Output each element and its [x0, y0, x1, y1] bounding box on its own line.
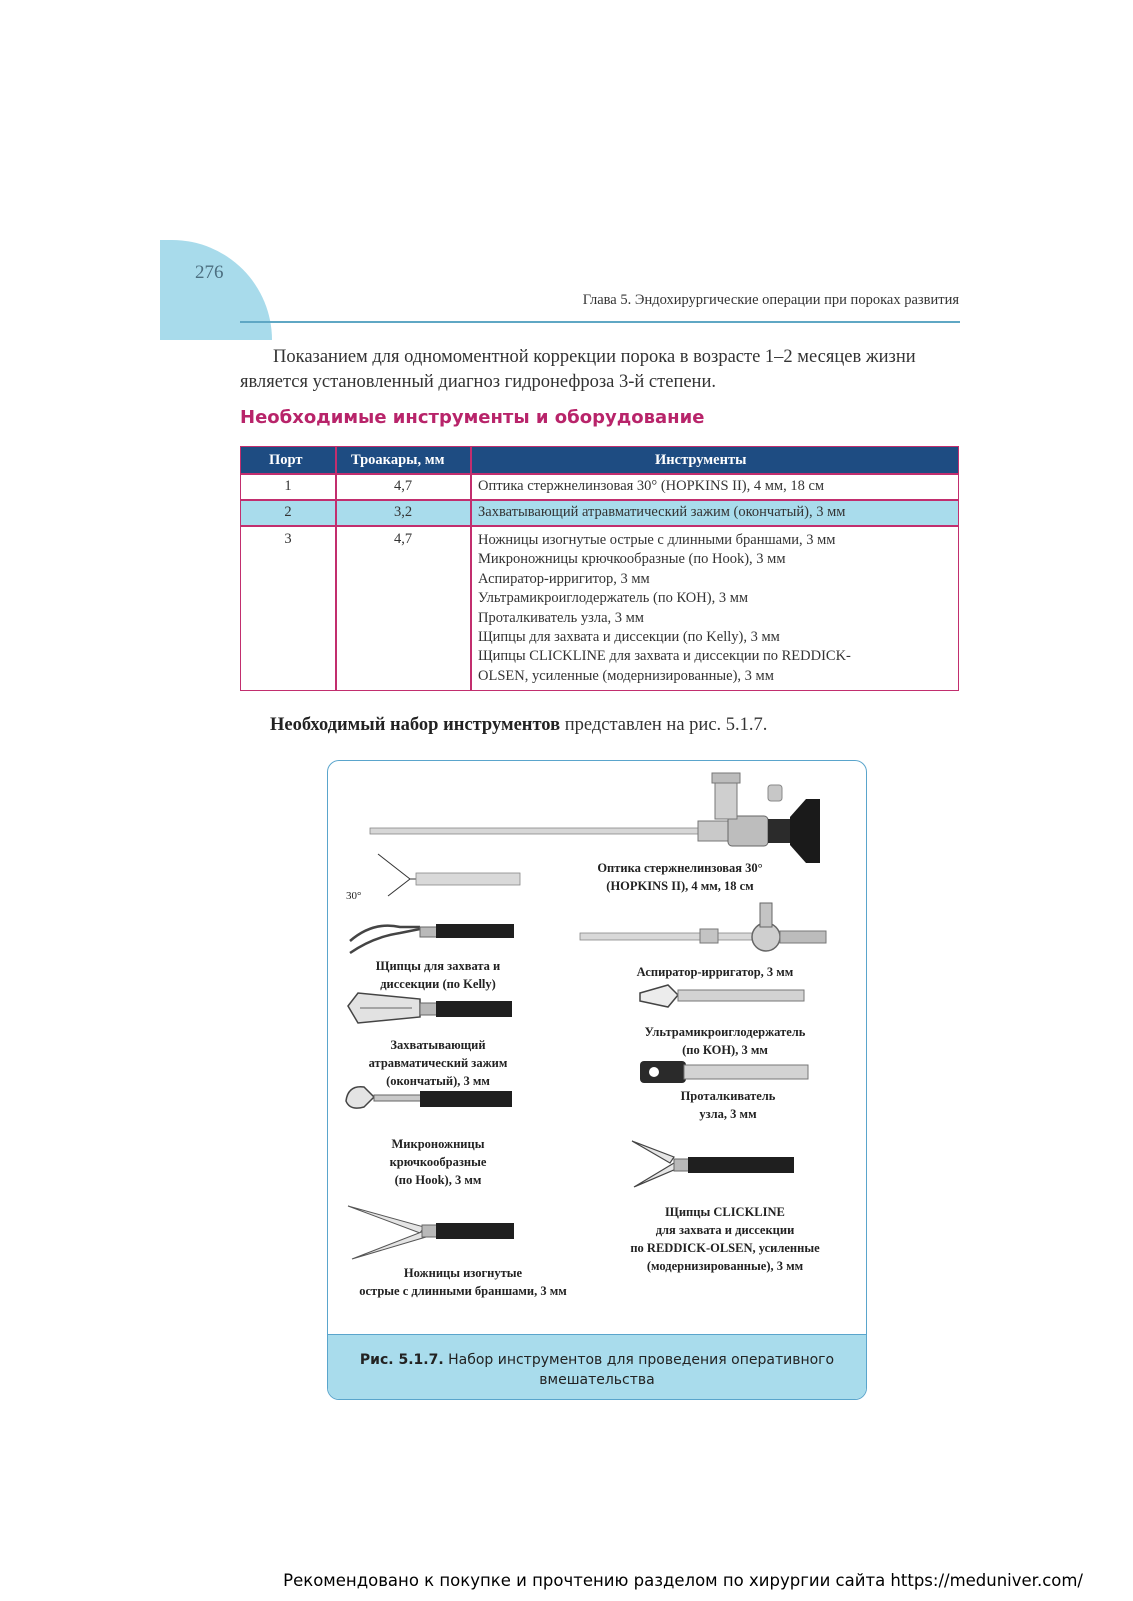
table-header [241, 447, 958, 473]
table-row-3-instruments [478, 531, 948, 686]
table-row-3-port: 3 [284, 531, 292, 547]
table-row-1-port: 1 [284, 478, 292, 494]
running-head: Глава 5. Эндохирургические операции при пороках развития [582, 292, 959, 308]
instruments-table [240, 446, 959, 691]
table-row-2-instrument: Захватывающий атравматический зажим (окончатый), 3 мм [478, 504, 846, 520]
header-port: Порт [269, 452, 303, 468]
needle-holder-image [640, 985, 804, 1007]
label-clickline: Щипцы CLICKLINE для захвата и диссекции по REDDICK-OLSEN, усиленные (модернизированные), 3 мм [630, 1205, 820, 1273]
caption-number: Рис. 5.1.7. [359, 1352, 444, 1368]
intro-paragraph [240, 345, 960, 395]
section-title: Необходимые инструменты и оборудование [240, 407, 705, 428]
label-aspirator: Аспиратор-ирригатор, 3 мм [636, 965, 794, 979]
table-row-2-port: 2 [284, 504, 292, 520]
header-instruments: Инструменты [655, 452, 747, 468]
kelly-forceps-image [350, 924, 514, 953]
table-row-1-instrument: Оптика стержнелинзовая 30° (HOPKINS II), 4 мм, 18 см [478, 478, 825, 494]
lead-rest: представлен на рис. 5.1.7. [560, 715, 768, 735]
label-knot-pusher: Проталкиватель узла, 3 мм [680, 1089, 776, 1121]
row-divider [241, 525, 958, 527]
instrument-line: Щипцы для захвата и диссекции (по Kelly), 3 мм [478, 629, 780, 646]
aspirator-irrigator-image [580, 903, 826, 951]
footer-note: Рекомендовано к покупке и прочтению разделом по хирургии сайта https://meduniver.com/ [283, 1571, 1083, 1590]
instrument-line: Ультрамикроиглодержатель (по КОН), 3 мм [478, 590, 749, 607]
curved-scissors-image [348, 1206, 514, 1259]
clickline-forceps-image [632, 1141, 794, 1187]
table-row-3-trocar: 4,7 [393, 531, 413, 547]
row-divider [241, 473, 958, 475]
figure-caption-band [328, 1334, 866, 1399]
instrument-line: Проталкиватель узла, 3 мм [478, 609, 644, 626]
instrument-line: OLSEN, усиленные (модернизированные), 3 мм [478, 667, 774, 684]
angle-label: 30° [346, 890, 362, 902]
label-curved-scissors: Ножницы изогнутые острые с длинными браншами, 3 мм [359, 1266, 567, 1298]
lead-sentence [270, 715, 767, 736]
instrument-line: Щипцы CLICKLINE для захвата и диссекции по REDDICK- [478, 648, 851, 665]
col-divider [470, 447, 472, 690]
header-rule [240, 321, 960, 323]
label-grasper: Захватывающий атравматический зажим (окончатый), 3 мм [368, 1038, 508, 1088]
intro-text: Показанием для одномоментной коррекции порока в возрасте 1–2 месяцев жизни является установленный диагноз гидронефроза 3-й степени. [240, 347, 916, 392]
table-row-2-trocar: 3,2 [393, 504, 413, 520]
page-number: 276 [195, 262, 224, 283]
optic-telescope-image [370, 773, 820, 863]
row-divider [241, 499, 958, 501]
figure-5-1-7 [327, 760, 867, 1400]
instrument-line: Микроножницы крючкообразные (по Hook), 3 мм [478, 551, 786, 568]
table-row-1-trocar: 4,7 [393, 478, 413, 494]
label-optics: Оптика стержнелинзовая 30° (HOPKINS II), 4 мм, 18 см [597, 861, 763, 893]
instrument-line: Аспиратор-ирригитор, 3 мм [478, 570, 650, 587]
label-needle-holder: Ультрамикроиглодержатель (по КОН), 3 мм [644, 1025, 806, 1057]
page-number-tab [160, 240, 272, 340]
header-trocar: Троакары, мм [351, 452, 445, 468]
figure-caption [338, 1350, 856, 1390]
knot-pusher-image [640, 1061, 808, 1083]
instrument-line: Ножницы изогнутые острые с длинными браншами, 3 мм [478, 532, 836, 548]
label-hook-scissors: Микроножницы крючкообразные (по Hook), 3 мм [389, 1137, 487, 1187]
optic-tip-angle-image [378, 854, 520, 896]
lead-bold: Необходимый набор инструментов [270, 715, 561, 735]
atraumatic-grasper-image [348, 993, 512, 1023]
caption-text: Набор инструментов для проведения оперативного вмешательства [443, 1352, 835, 1388]
label-kelly: Щипцы для захвата и диссекции (по Kelly) [375, 959, 501, 991]
